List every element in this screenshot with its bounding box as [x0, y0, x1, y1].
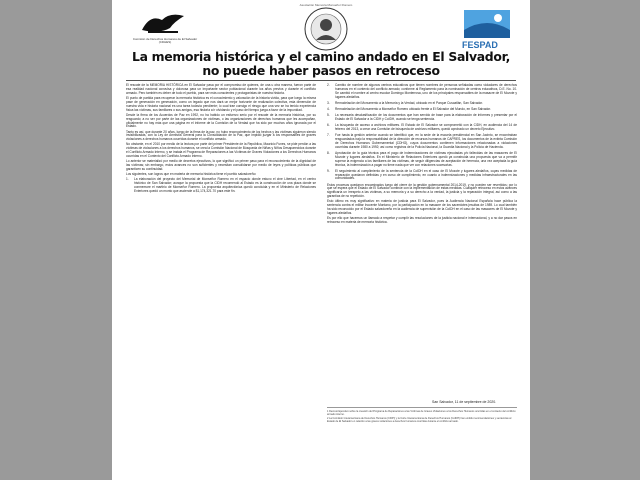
item-number: 7. — [327, 133, 330, 137]
list-item — [327, 108, 517, 112]
page-title — [126, 50, 516, 77]
list-item — [327, 134, 517, 150]
footnote: 1 Decreto Ejecutivo sobre la creación del Programa de Reparaciones a las Víctimas de Graves Violaciones a los Derechos Humanos ocurridas en el contexto del conflicto armado interno. — [327, 410, 516, 416]
footnotes — [327, 410, 517, 424]
item-text: La búsqueda de acceso a archivos militares. El Estado de El Salvador se comprometió con la CIDH, en audiencia del 14 de febrero del 2013, a crear una Comisión de búsqueda de archivos militares, quedó aprobado un decreto Ejecutivo. — [335, 123, 517, 131]
item-text: Fue hasta la gestión anterior cuando se identificó que, en la sede de la escuela presidencial en San Jacinto, se encontraban resguardados bajo la responsabilidad de la dirección de recursos humanos de CAPRES, los documentos de la extinta Comisión de Derechos Humanos Gubernamental (CDHG), cuyos documentos contienen informaciones relacionadas a violaciones ocurridas durante 1980 a 1992; así como registros de la Policía Nacional, la Guardia Nacional y la Policía de Hacienda. — [335, 133, 517, 149]
fespad-emblem-icon — [460, 8, 514, 40]
cdhes-logo — [130, 10, 198, 52]
item-text: La elaboración del proyecto del Memorial de Monseñor Romero en el espacio donde estuvo el cine Libertad, en el centro histórico de San Salvador; aunque la propuesta que la CIDH recomendó al Estado es la construcción de una plaza donde se conmemore el martirio de Monseñor Romero. La propuesta arquitectónica quedó concluida y en el Ministerio de Relaciones Exteriores quedó un monto que asciende a $1,174,321.70 para este fin. — [134, 177, 316, 193]
list-item — [327, 84, 517, 100]
list-item — [327, 124, 517, 132]
left-paragraph: El rescate de la MEMORIA HISTÓRICA en El Salvador pasa por el compromiso de quienes, de una u otra manera, fueron parte de esa realidad nacional convulsa y dolorosa para un importante sector poblacional durante los años previos y durante el conflicto armado. Pero también es deber de todo el pueblo, para ser más conscientes y protagonistas de nuestra historia. — [126, 83, 316, 95]
item-text: El seguimiento al cumplimiento de la sentencia de la CoIDH en el caso de El Mozote y lugares aledaños, cuyas medidas de reparación quedaron definidas y en curso de cumplimiento, en cuanto a indemnizaciones y medidas infraestructurales en las comunidades. — [335, 168, 517, 181]
left-paragraph: Lo anterior se materializó por medio de decretos ejecutivos, lo que significó un primer paso para el reconocimiento de la dignidad de las víctimas; sin embargo, estos avances no son suficientes y necesitan consolidarse por medio de leyes y políticas públicas que garanticen su continuidad. — [126, 159, 316, 172]
footnote: 2 La Comisión Interamericana de Derechos Humanos (CIDH) y la Corte Interamericana de Derechos Humanos (CoIDH) han emitido recomendaciones y sentencias al Estado de El Salvador en relación a las graves violaciones a derechos humanos ocurridas durante el conflicto armado. — [327, 417, 512, 423]
item-text: Cambio de nombre de algunos centros educativos que tienen nombres de personas señaladas como violadores de derechos humanos en el contexto del conflicto armado; conforme al Reglamento para la nominación de centros educativos, D.E. No. 10. Se cambió el nombre al centro escolar Domingo Monterrosa, uno de los principales responsables de la masacre de El Mozote y lugares aledaños. — [335, 83, 517, 99]
signature-date: San Salvador, 11 de septiembre de 2020. — [432, 400, 497, 404]
newspaper-page — [112, 0, 530, 480]
item-number: 4. — [327, 106, 330, 111]
item-text: Remodelación del Monumento a Monseñor Romero ubicado frente a El Salvador del Mundo, en San Salvador. — [335, 106, 491, 111]
left-paragraph: Desde la firma de los Acuerdos de Paz en 1992, no ha habido un esfuerzo serio por el rescate de la memoria histórica, por su resguardo; a no ser por parte de las organizaciones de víctimas, o las organizaciones de derechos humanos que les acompañan, oficialmente no hay más que una página en el informe de la Comisión de la Verdad que ha sido por muchos años ignorada por el Estado. — [126, 112, 316, 129]
romero-portrait-icon — [303, 6, 349, 52]
item-text: Aprobación de la guía técnica para el pago de indemnizaciones de víctimas ejecutadas y/o fallecidas de las masacres de El Mozote y lugares aledaños. En el Ministerio de Relaciones Exteriores quedó ya construida una propuesta que va a permitir superar la exigencia a los familiares de las víctimas, de seguir diligencias de aceptación de herencia, una vez aceptada la guía técnica, la indemnización a pagar no tiene nada que ver con relaciones sucesorias. — [335, 150, 517, 167]
item-text: Remodelación del Monumento a la Memoria y la Verdad, ubicado en el Parque Cuscatlán, San Salvador. — [335, 100, 483, 105]
list-item — [327, 102, 517, 106]
left-paragraph: No obstante, en el 2010 por medio de la lectura por parte del primer Presidente de la República, Mauricio Funes, se pide perdón a las víctimas de violaciones a los derechos humanos, se crea la Comisión Nacional de Búsqueda de Niñas y Niños Desaparecidos durante el Conflicto Armado Interno, y se instala el Programa de Reparaciones a las Víctimas de Graves Violaciones a los Derechos Humanos ocurridas en el Contexto del Conflicto Armado Interno. — [126, 142, 316, 159]
title-line-2: no puede haber pasos en retroceso — [202, 62, 440, 78]
item-number: 5. — [327, 113, 330, 117]
right-paragraph: Es por ello que hacemos un llamado a respetar y cumplir las resoluciones de la justicia nacional e internacional, y a no dar pasos en retroceso en materia de memoria histórica. — [327, 216, 517, 225]
item-text: La necesaria desclasificación de los documentos que han servido de base para la elaboración de informes y presentar por el Estado de El Salvador a la CIDH y CoIDH, cuando se tenga sentencia. — [335, 113, 517, 121]
list-item — [327, 114, 517, 122]
item-number: 6. — [327, 123, 330, 127]
right-paragraph: Estos procesos quedaron encaminados luego del cierre de la gestión gubernamental 2014-2019, y no pueden ser revertidos; por lo que se espera que el Estado de El Salvador continúe con la implementación de estas medidas. Cualquier retroceso en estos avances significaría un irrespeto a las víctimas, a su memoria y a su derecho a la verdad, la justicia y la reparación integral, así como a las garantías de no repetición. — [327, 182, 517, 199]
item-number: 8. — [327, 150, 330, 155]
item-number: 2. — [327, 83, 330, 87]
right-paragraph: Esto último es muy significativo en materia de justicia para El Salvador, pues la Audiencia Nacional Española hace pública la sentencia contra el militar Inocente Montano, por la participación en la masacre de los sacerdotes jesuitas de 1989. Lo cual también ha sido reconocido por el Estado salvadoreño en la audiencia de supervisión de la CoIDH en el caso de las masacres de El Mozote y lugares aledaños. — [327, 199, 517, 216]
item-number: 1. — [126, 177, 129, 182]
title-divider — [126, 80, 516, 81]
cdhes-caption: Comisión de Derechos Humanos de El Salvador (CDHES) — [132, 37, 198, 45]
dove-icon — [140, 10, 186, 36]
footnote-divider — [327, 407, 517, 408]
memoria-romero-seal — [299, 3, 353, 52]
list-item — [327, 170, 517, 182]
left-paragraph: Los siguientes, son logros que en materia de memoria histórica tiene el pueblo salvadoreño: — [126, 172, 257, 177]
item-number: 9. — [327, 168, 330, 173]
left-paragraph: Tanto es así, que durante 20 años, luego de la firma de la paz, no hubo reconocimiento de los hechos y las víctimas siguieron siendo invisibilizadas, con la Ley de Amnistía General para la Consolidación de la Paz, que impidió juzgar a los responsables de graves violaciones a derechos humanos ocurridas durante el conflicto armado. — [126, 129, 316, 142]
item-number: 3. — [327, 100, 330, 105]
right-column — [327, 84, 517, 226]
left-paragraph: El punto de partida para recuperar la memoria histórica es el conocimiento y valoración de la historia vivida, para que luego la misma pase de generación en generación, como un legado que nos dará un mejor horizonte de realización colectiva, esta dimensión de nuestra vida e historia nacional es una tarea todavía pendiente; lo cual trae consigo el riesgo que una vez se ha tenido experiencia física las víctimas, sus familiares o sus amigos, esa historia a ir olvidando y el paso del tiempo juega a favor de la impunidad. — [126, 95, 316, 112]
seal-caption: Asociación Memoria Monseñor Romero — [299, 3, 353, 7]
fespad-label: FESPAD — [462, 40, 498, 50]
left-column — [126, 84, 316, 196]
list-item — [327, 152, 517, 168]
list-item — [126, 178, 316, 194]
title-line-1: La memoria histórica y el camino andado en El Salvador, — [132, 49, 510, 64]
